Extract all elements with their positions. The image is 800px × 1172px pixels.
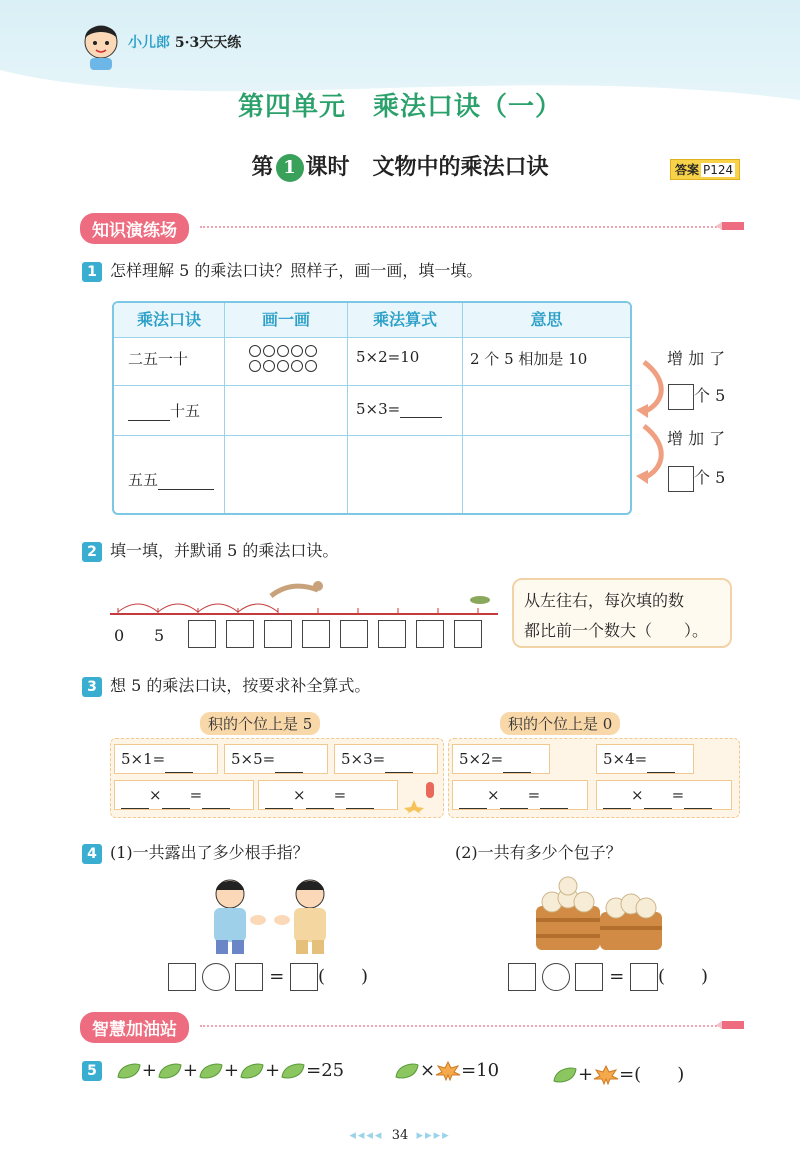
maple-leaf-icon <box>435 1061 461 1081</box>
numline-box[interactable] <box>188 620 216 648</box>
footer-dots-right: ▸▸▸▸ <box>416 1128 451 1143</box>
side-fill-1: 个 5 <box>668 383 725 410</box>
section-practice-label: 知识演练场 <box>80 213 189 244</box>
q1-prompt: 1 怎样理解 5 的乘法口诀？照样子，画一画，填一填。 <box>82 258 482 282</box>
row3-rhyme-blank[interactable] <box>158 474 214 490</box>
p1-eq-3: 5×3= <box>334 744 438 774</box>
q5-equation-3: + =( ) <box>552 1060 684 1086</box>
q5-equation-2: × =10 <box>394 1060 499 1081</box>
numline-label-5: 5 <box>154 626 165 645</box>
cat-icon <box>271 586 318 596</box>
maple-leaf-icon <box>593 1065 619 1085</box>
table-header-equation: 乘法算式 <box>348 303 462 337</box>
row2-rhyme-blank[interactable] <box>128 405 170 421</box>
row2-equation: 5×3= <box>356 400 442 418</box>
q3-prompt: 3 想 5 的乘法口诀，按要求补全算式。 <box>82 673 370 697</box>
panel1-tag: 积的个位上是 5 <box>200 712 320 735</box>
p2-eq-1: 5×2= <box>452 744 550 774</box>
numline-box[interactable] <box>454 620 482 648</box>
side-text-1: 增 加 了 <box>667 349 726 368</box>
table-header-rhyme: 乘法口诀 <box>114 303 224 337</box>
answer-page-tag[interactable]: 答案 P124 <box>670 159 740 180</box>
green-leaf-icon <box>394 1061 420 1081</box>
section-boost-label: 智慧加油站 <box>80 1012 189 1043</box>
rocket-star-icon <box>404 778 438 814</box>
numline-box[interactable] <box>340 620 368 648</box>
q1-table <box>112 301 632 515</box>
steamed-buns-illustration <box>532 876 672 956</box>
footer-dots-left: ◂◂◂◂ <box>349 1128 384 1143</box>
p2-eq-4: × = <box>596 780 732 810</box>
table-header-meaning: 意思 <box>463 303 630 337</box>
numline-boxes <box>188 620 482 648</box>
numline-box[interactable] <box>226 620 254 648</box>
circles-drawing <box>248 343 328 375</box>
two-kids-illustration <box>200 876 340 956</box>
side-text-3: 增 加 了 <box>667 429 726 448</box>
numline-label-0: 0 <box>114 626 125 645</box>
p2-eq-2: 5×4= <box>596 744 694 774</box>
row2-rhyme: 十五 <box>128 400 200 421</box>
pencil-icon <box>716 1019 746 1031</box>
p1-eq-2: 5×5= <box>224 744 328 774</box>
green-leaf-icon <box>198 1061 224 1081</box>
pencil-icon <box>716 220 746 232</box>
numline-box[interactable] <box>302 620 330 648</box>
side-fill-2: 个 5 <box>668 465 725 492</box>
lesson-number-badge: 1 <box>276 154 304 182</box>
green-leaf-icon <box>239 1061 265 1081</box>
p2-eq-3: × = <box>452 780 588 810</box>
number-line <box>106 574 502 624</box>
table-header-draw: 画一画 <box>225 303 347 337</box>
green-leaf-icon <box>157 1061 183 1081</box>
row2-equation-blank[interactable] <box>400 402 442 418</box>
row1-meaning: 2 个 5 相加是 10 <box>470 350 588 368</box>
numline-box[interactable] <box>378 620 406 648</box>
q4-answer-2: = ( ) <box>508 962 708 991</box>
boy-mascot-icon <box>78 18 124 70</box>
q4-part2: (2)一共有多少个包子？ <box>455 843 622 862</box>
q4-answer-1: = ( ) <box>168 962 368 991</box>
row1-equation: 5×2=10 <box>356 348 420 366</box>
green-leaf-icon <box>552 1065 578 1085</box>
q2-prompt: 2 填一填，并默诵 5 的乘法口诀。 <box>82 538 338 562</box>
p1-eq-4: × = <box>114 780 254 810</box>
page-number: ◂◂◂◂ 34 ▸▸▸▸ <box>349 1128 451 1143</box>
row3-rhyme: 五五 <box>128 469 214 490</box>
row1-rhyme: 二五一十 <box>128 350 189 368</box>
q4-prompt: 4 (1)一共露出了多少根手指？ <box>82 840 309 864</box>
unit-title: 第四单元 乘法口诀（一） <box>237 92 562 122</box>
p1-eq-1: 5×1= <box>114 744 218 774</box>
brand-logo: 小儿郎 5·3天天练 <box>128 35 242 51</box>
side-box-2[interactable] <box>668 466 694 492</box>
section-divider <box>200 226 720 228</box>
green-leaf-icon <box>280 1061 306 1081</box>
q2-hint-box: 从左往右，每次填的数 都比前一个数大（ ）。 <box>512 578 732 648</box>
section-divider <box>200 1025 720 1027</box>
panel2-tag: 积的个位上是 0 <box>500 712 620 735</box>
q5-equation-1: 5 + + + + =25 <box>82 1060 344 1081</box>
numline-box[interactable] <box>416 620 444 648</box>
side-box-1[interactable] <box>668 384 694 410</box>
green-leaf-icon <box>116 1061 142 1081</box>
increase-arrows <box>630 360 670 500</box>
numline-box[interactable] <box>264 620 292 648</box>
lesson-title: 第 1 课时 文物中的乘法口诀 <box>251 154 549 180</box>
p1-eq-5: × = <box>258 780 398 810</box>
